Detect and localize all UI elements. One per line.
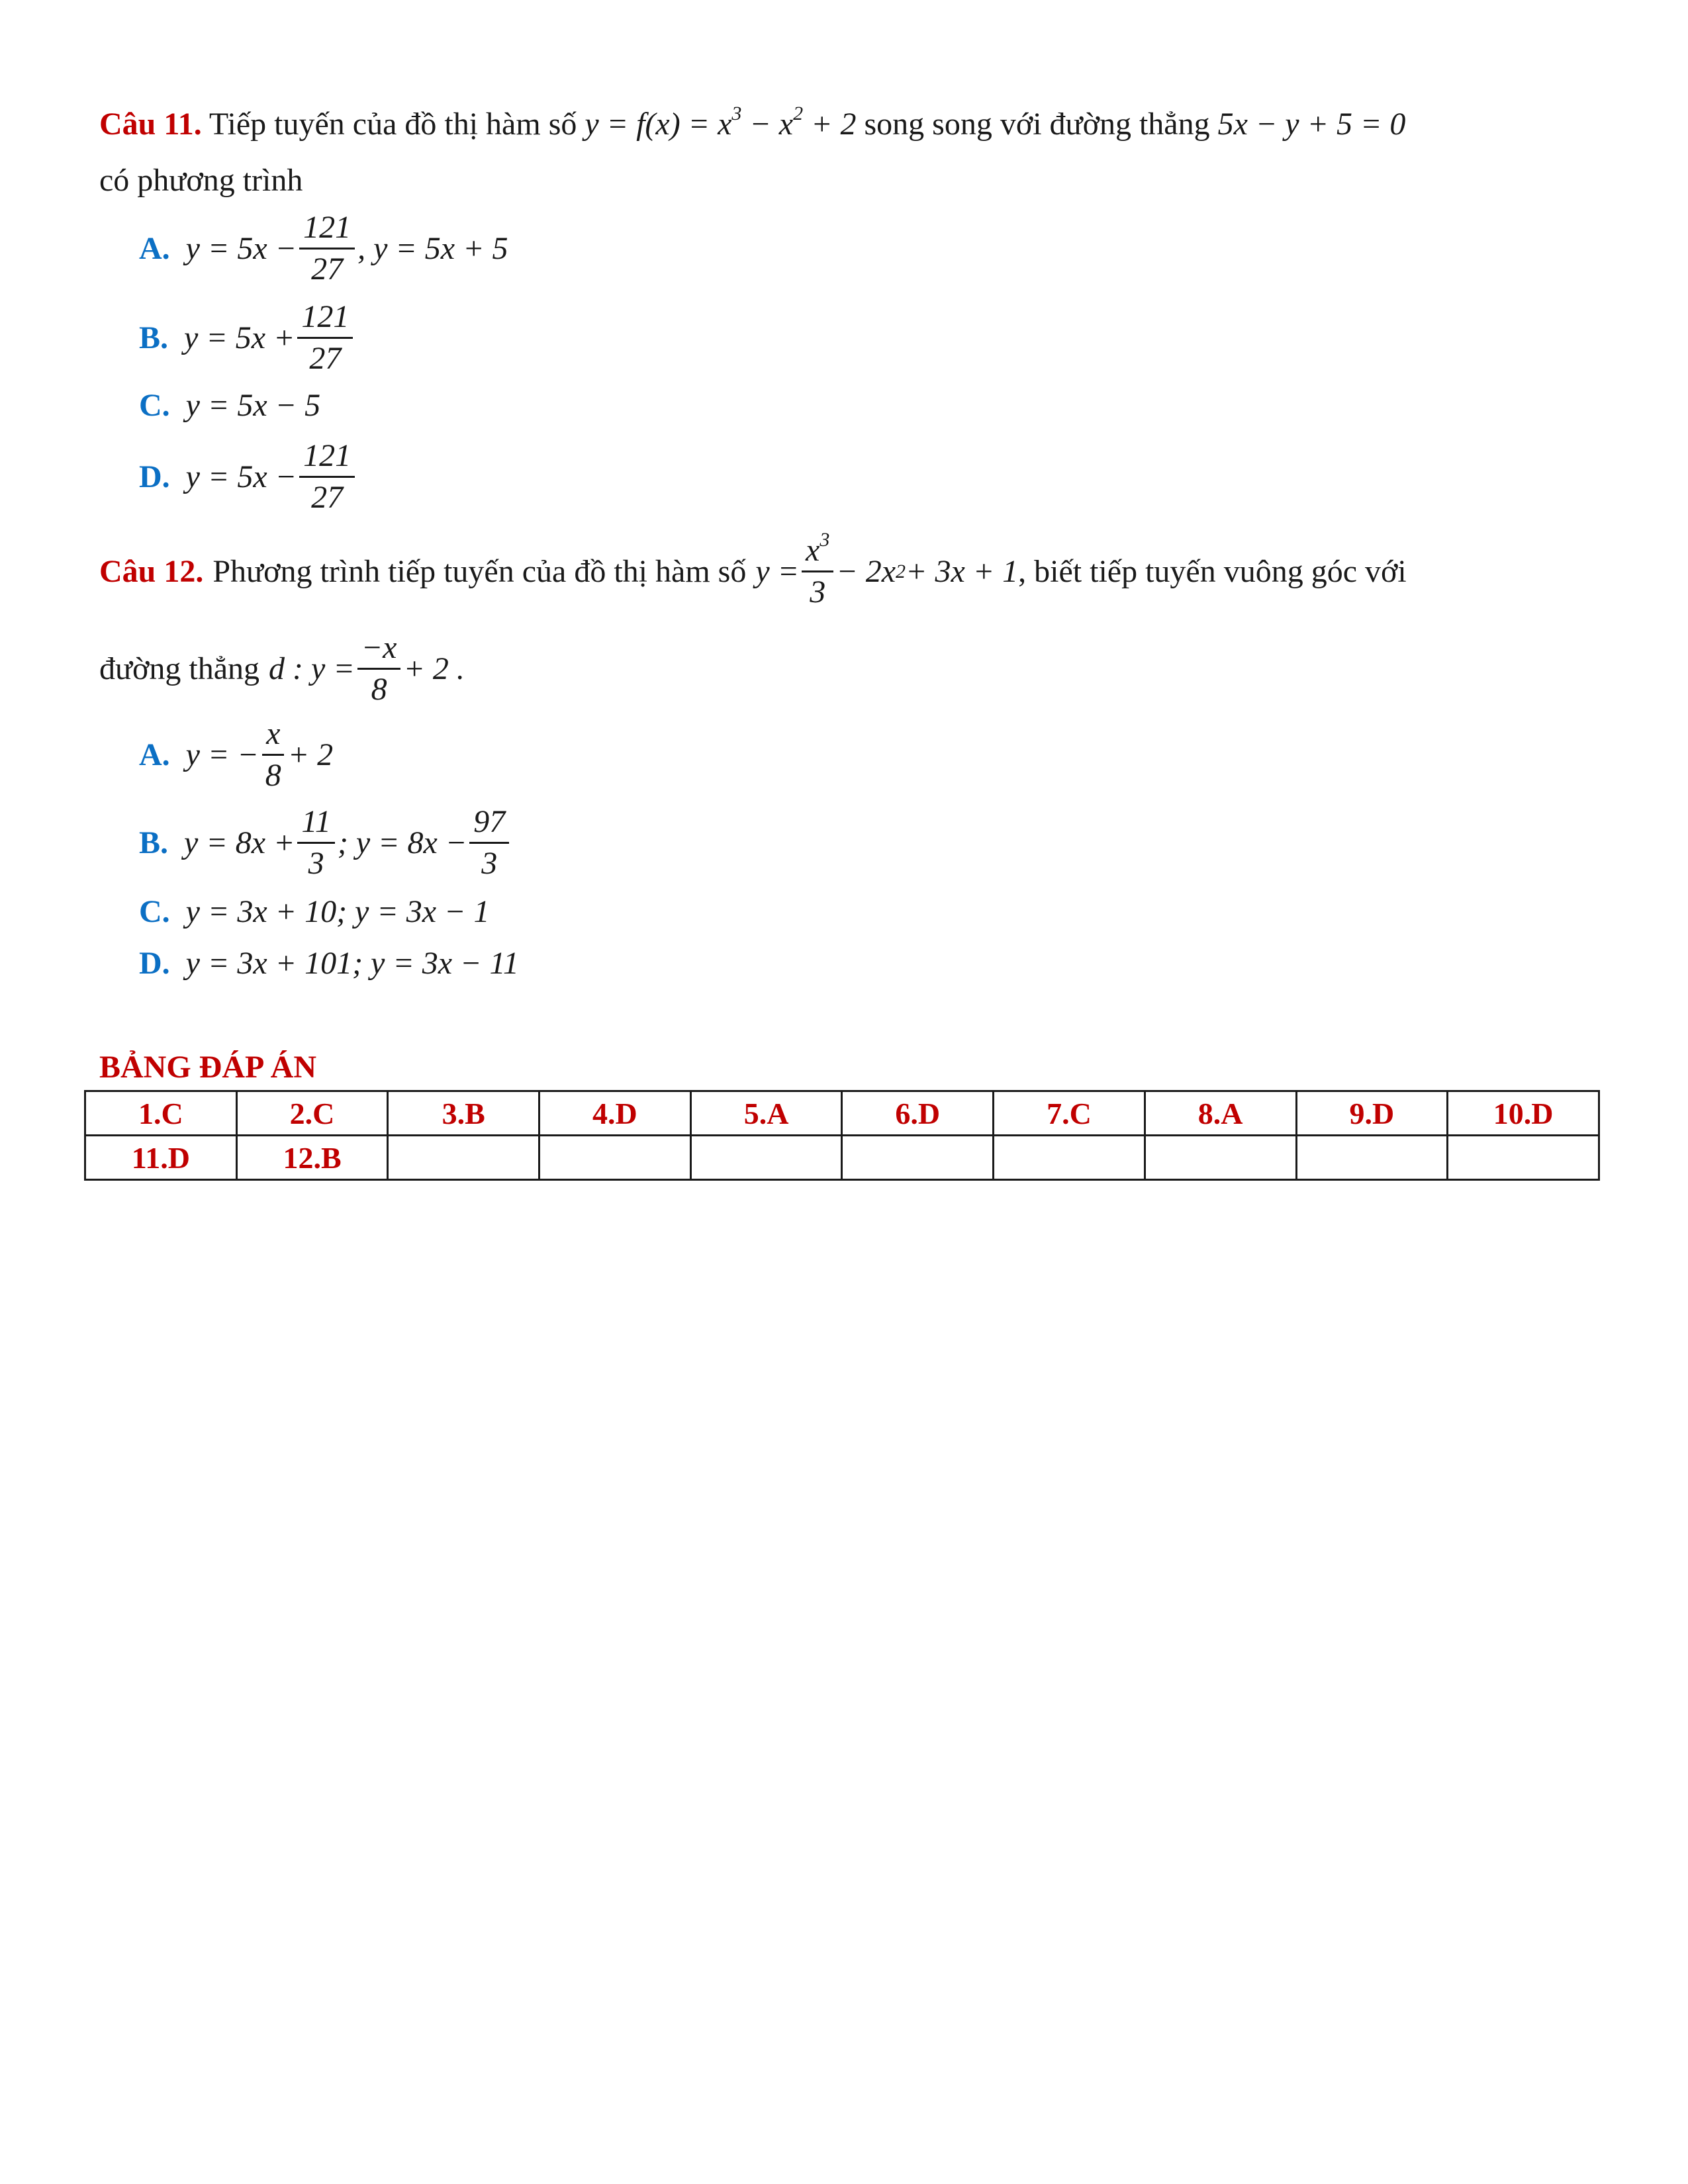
fraction: $\frac{11}{3}$ <box>297 806 334 880</box>
option-label: A. <box>139 737 170 772</box>
answer-cell: 7.C <box>994 1091 1145 1136</box>
option-label: B. <box>139 320 169 355</box>
option-label: C. <box>139 894 170 929</box>
answer-cell <box>842 1136 994 1180</box>
answer-cell: 1.C <box>85 1091 237 1136</box>
answer-cell: 10.D <box>1448 1091 1599 1136</box>
answer-cell: 3.B <box>388 1091 539 1136</box>
fraction: $\frac{121}{27}$ <box>297 301 353 375</box>
question-12-label: Câu 12. <box>99 553 204 589</box>
table-row <box>85 1091 1599 1136</box>
question-11-text-2: song song với đường thẳng <box>864 107 1210 142</box>
question-11-line-equation: 5x − y + 5 = 0 <box>1217 107 1406 142</box>
answer-cell: 5.A <box>690 1091 842 1136</box>
answer-cell <box>690 1136 842 1180</box>
answer-key-heading: BẢNG ĐÁP ÁN <box>99 1050 317 1085</box>
question-12-option-b[interactable]: B. y = 8x + $\frac{11}{3}$ ; y = 8x − $\frac{97}{3}$ <box>139 806 512 880</box>
answer-cell: 8.A <box>1145 1091 1296 1136</box>
answer-cell: 12.B <box>236 1136 388 1180</box>
question-12-line-1 <box>99 529 1407 610</box>
option-label: A. <box>139 231 170 266</box>
question-11-function: $y = f(x) = x^3 - x^2 + 2$ <box>585 103 857 142</box>
question-11-option-b[interactable]: B. y = 5x + $\frac{121}{27}$ <box>139 301 355 375</box>
question-12-option-d[interactable]: D. y = 3x + 101; y = 3x − 11 <box>139 946 519 981</box>
question-11-text: Tiếp tuyến của đồ thị hàm số <box>209 107 577 142</box>
fraction: $\frac{121}{27}$ <box>299 212 355 285</box>
fraction: $\frac{121}{27}$ <box>299 440 355 514</box>
fraction: $\frac{x}{8}$ <box>261 718 285 792</box>
answer-cell <box>1145 1136 1296 1180</box>
question-12-line-2: đường thẳng d : y = $\frac{-x}{8}$ + 2 . <box>99 630 465 707</box>
table-row <box>85 1136 1599 1180</box>
question-11-line-1 <box>99 105 1405 144</box>
answer-cell <box>1448 1136 1599 1180</box>
answer-cell <box>1296 1136 1448 1180</box>
option-label: D. <box>139 459 170 494</box>
answer-cell: 2.C <box>236 1091 388 1136</box>
option-label: B. <box>139 825 169 860</box>
fraction: $\frac{-x}{8}$ <box>357 632 401 705</box>
option-label: D. <box>139 946 170 981</box>
answer-cell <box>388 1136 539 1180</box>
question-12-function: y = $\frac{x^3}{3}$ − 2x 2 + 3x + 1 <box>755 529 1019 610</box>
answer-cell: 11.D <box>85 1136 237 1180</box>
answer-cell <box>539 1136 691 1180</box>
option-label: C. <box>139 388 170 423</box>
answer-key-table <box>84 1090 1600 1181</box>
fraction: $\frac{97}{3}$ <box>469 806 509 880</box>
question-12-text: Phương trình tiếp tuyến của đồ thị hàm số <box>212 553 747 589</box>
question-12-option-c[interactable]: C. y = 3x + 10; y = 3x − 1 <box>139 894 490 929</box>
question-12-text-3: đường thẳng <box>99 651 260 686</box>
question-11-label: Câu 11. <box>99 107 202 142</box>
answer-cell <box>994 1136 1145 1180</box>
question-11-line-2: có phương trình <box>99 163 303 198</box>
answer-cell: 4.D <box>539 1091 691 1136</box>
question-11-option-a[interactable]: A. y = 5x − $\frac{121}{27}$ , y = 5x + 5 <box>139 210 508 287</box>
question-12-text-2: , biết tiếp tuyến vuông góc với <box>1018 553 1407 589</box>
answer-cell: 6.D <box>842 1091 994 1136</box>
question-11-option-d[interactable]: D. y = 5x − $\frac{121}{27}$ <box>139 440 357 514</box>
question-11-option-c[interactable]: C. y = 5x − 5 <box>139 388 321 423</box>
answer-cell: 9.D <box>1296 1091 1448 1136</box>
question-12-option-a[interactable]: A. y = − $\frac{x}{8}$ + 2 <box>139 716 334 793</box>
